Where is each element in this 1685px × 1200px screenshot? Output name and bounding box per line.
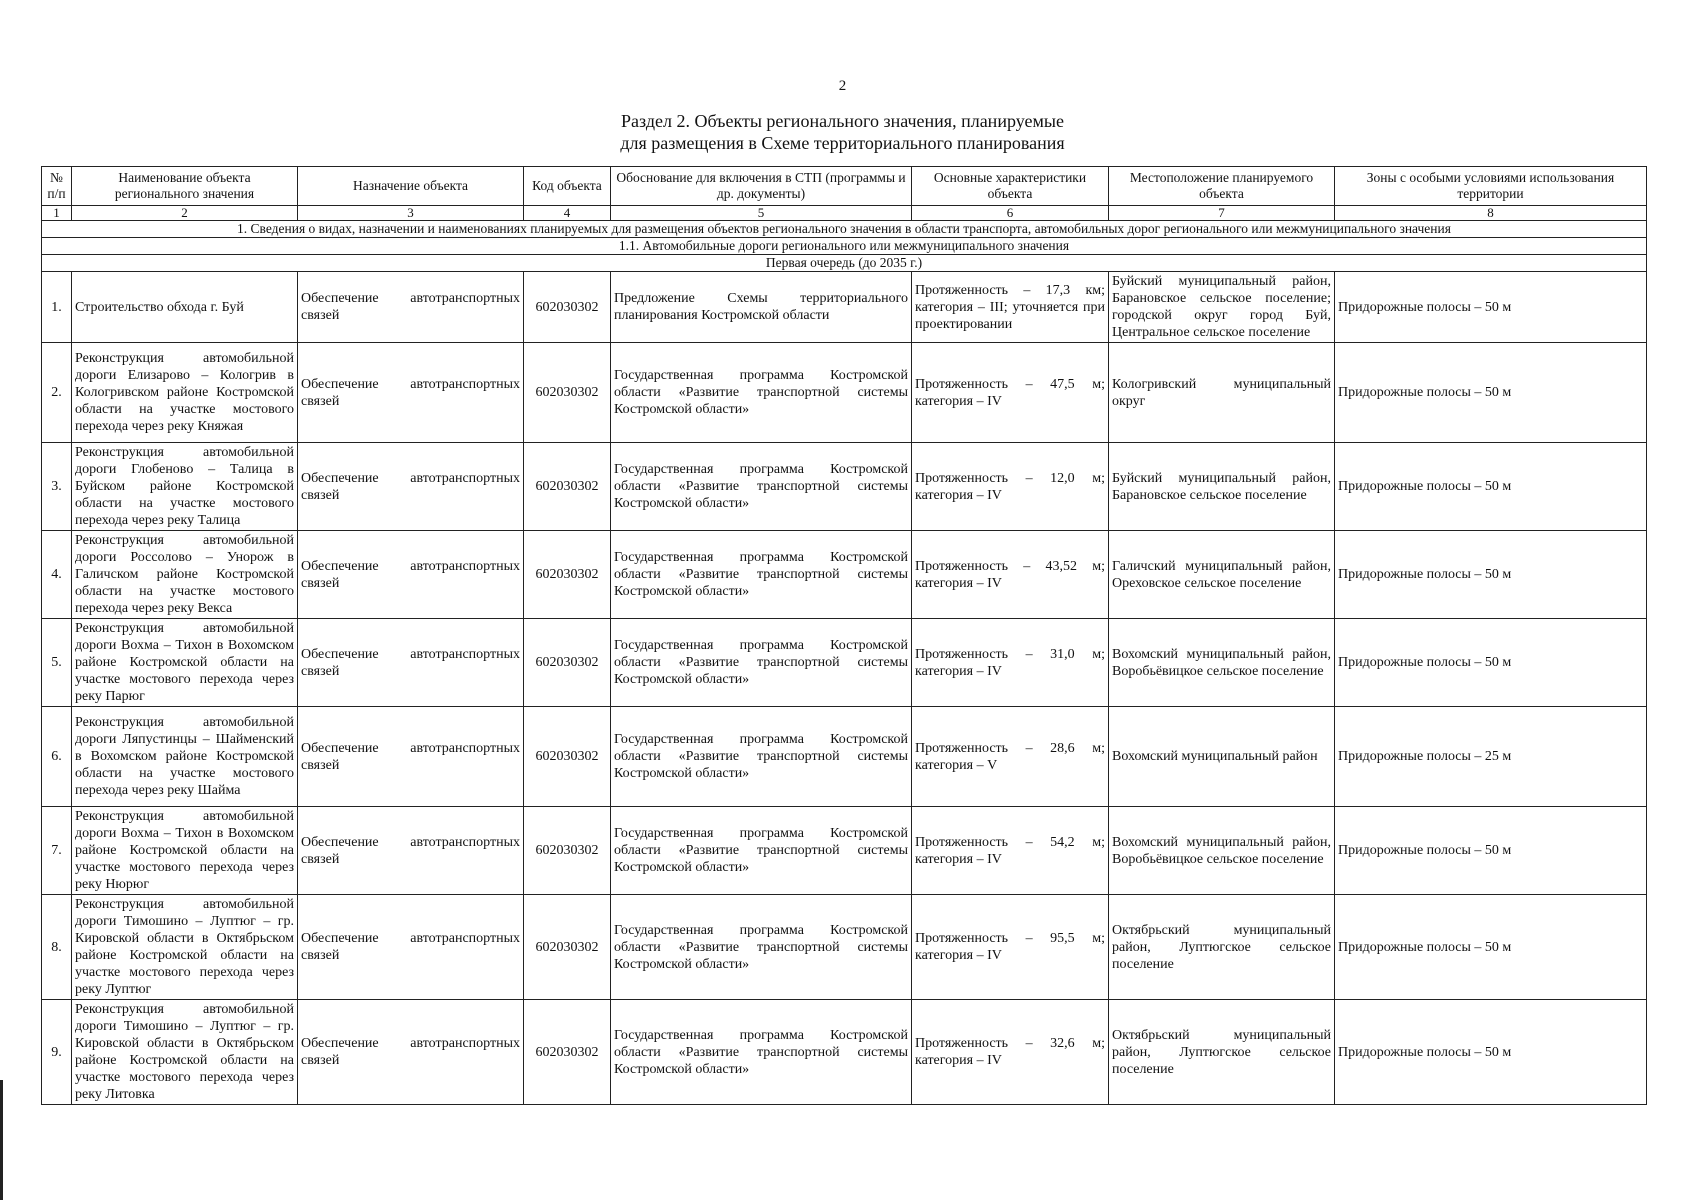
object-characteristics: Протяженность – 12,0 м; категория – IV — [912, 443, 1109, 531]
page-title — [0, 110, 1685, 154]
table-row — [42, 531, 1647, 619]
row-number: 5. — [42, 619, 72, 707]
object-name: Реконструкция автомобильной дороги Вохма – Тихон в Вохомском районе Костромской области на участке мостового перехода через реку Нюрюг — [72, 807, 298, 895]
object-purpose: Обеспечение автотранспортных связей — [298, 1000, 524, 1105]
header-cell: Код объекта — [524, 167, 611, 206]
subsection-title: 1.1. Автомобильные дороги регионального или межмуниципального значения — [42, 238, 1647, 255]
object-location: Галичский муниципальный район, Ореховское сельское поселение — [1109, 531, 1335, 619]
title-line-1: Раздел 2. Объекты регионального значения, планируемые — [621, 111, 1064, 131]
object-name: Реконструкция автомобильной дороги Вохма – Тихон в Вохомском районе Костромской области на участке мостового перехода через реку Парюг — [72, 619, 298, 707]
object-code: 602030302 — [524, 707, 611, 807]
objects-table — [41, 166, 1647, 1105]
row-number: 4. — [42, 531, 72, 619]
table-row — [42, 1000, 1647, 1105]
object-purpose: Обеспечение автотранспортных связей — [298, 272, 524, 343]
section-title: 1. Сведения о видах, назначении и наименованиях планируемых для размещения объектов регионального значения в области транспорта, автомобильных дорог регионального или межмуниципального значения — [42, 221, 1647, 238]
header-cell: Наименование объекта регионального значения — [72, 167, 298, 206]
object-location: Октябрьский муниципальный район, Луптюгское сельское поселение — [1109, 895, 1335, 1000]
row-number: 3. — [42, 443, 72, 531]
inclusion-basis: Государственная программа Костромской области «Развитие транспортной системы Костромской области» — [611, 895, 912, 1000]
inclusion-basis: Государственная программа Костромской области «Развитие транспортной системы Костромской области» — [611, 619, 912, 707]
object-name: Реконструкция автомобильной дороги Глобеново – Талица в Буйском районе Костромской области на участке мостового перехода через реку Талица — [72, 443, 298, 531]
object-code: 602030302 — [524, 343, 611, 443]
row-number: 1. — [42, 272, 72, 343]
column-number: 4 — [524, 206, 611, 221]
object-location: Буйский муниципальный район, Барановское сельское поселение — [1109, 443, 1335, 531]
object-location: Вохомский муниципальный район, Воробьёвицкое сельское поселение — [1109, 807, 1335, 895]
table-row — [42, 707, 1647, 807]
inclusion-basis: Государственная программа Костромской области «Развитие транспортной системы Костромской области» — [611, 531, 912, 619]
special-zone: Придорожные полосы – 50 м — [1335, 272, 1647, 343]
object-code: 602030302 — [524, 807, 611, 895]
inclusion-basis: Предложение Схемы территориального планирования Костромской области — [611, 272, 912, 343]
object-name: Реконструкция автомобильной дороги Россолово – Унорож в Галичском районе Костромской области на участке мостового перехода через реку Векса — [72, 531, 298, 619]
column-number: 8 — [1335, 206, 1647, 221]
header-row — [42, 167, 1647, 206]
object-name: Реконструкция автомобильной дороги Елизарово – Кологрив в Кологривском районе Костромской области на участке мостового перехода через реку Княжая — [72, 343, 298, 443]
row-number: 2. — [42, 343, 72, 443]
column-number-row — [42, 206, 1647, 221]
table-row — [42, 272, 1647, 343]
row-number: 7. — [42, 807, 72, 895]
object-code: 602030302 — [524, 619, 611, 707]
table-row — [42, 619, 1647, 707]
object-name: Строительство обхода г. Буй — [72, 272, 298, 343]
object-characteristics: Протяженность – 31,0 м; категория – IV — [912, 619, 1109, 707]
title-line-2: для размещения в Схеме территориального планирования — [620, 133, 1065, 153]
special-zone: Придорожные полосы – 50 м — [1335, 531, 1647, 619]
column-number: 3 — [298, 206, 524, 221]
header-cell: Обоснование для включения в СТП (программы и др. документы) — [611, 167, 912, 206]
object-purpose: Обеспечение автотранспортных связей — [298, 443, 524, 531]
object-purpose: Обеспечение автотранспортных связей — [298, 619, 524, 707]
special-zone: Придорожные полосы – 50 м — [1335, 895, 1647, 1000]
row-number: 8. — [42, 895, 72, 1000]
table-row — [42, 895, 1647, 1000]
object-location: Октябрьский муниципальный район, Луптюгское сельское поселение — [1109, 1000, 1335, 1105]
stage-row — [42, 255, 1647, 272]
scan-edge-mark — [0, 1080, 3, 1200]
object-purpose: Обеспечение автотранспортных связей — [298, 343, 524, 443]
special-zone: Придорожные полосы – 50 м — [1335, 807, 1647, 895]
object-characteristics: Протяженность – 32,6 м; категория – IV — [912, 1000, 1109, 1105]
inclusion-basis: Государственная программа Костромской области «Развитие транспортной системы Костромской области» — [611, 807, 912, 895]
inclusion-basis: Государственная программа Костромской области «Развитие транспортной системы Костромской области» — [611, 707, 912, 807]
special-zone: Придорожные полосы – 50 м — [1335, 443, 1647, 531]
object-location: Вохомский муниципальный район — [1109, 707, 1335, 807]
object-location: Вохомский муниципальный район, Воробьёвицкое сельское поселение — [1109, 619, 1335, 707]
stage-title: Первая очередь (до 2035 г.) — [42, 255, 1647, 272]
object-characteristics: Протяженность – 28,6 м; категория – V — [912, 707, 1109, 807]
object-location: Кологривский муниципальный округ — [1109, 343, 1335, 443]
special-zone: Придорожные полосы – 50 м — [1335, 1000, 1647, 1105]
subsection-row — [42, 238, 1647, 255]
column-number: 7 — [1109, 206, 1335, 221]
header-cell: Основные характеристики объекта — [912, 167, 1109, 206]
object-purpose: Обеспечение автотранспортных связей — [298, 807, 524, 895]
column-number: 2 — [72, 206, 298, 221]
row-number: 6. — [42, 707, 72, 807]
header-cell: № п/п — [42, 167, 72, 206]
object-code: 602030302 — [524, 1000, 611, 1105]
special-zone: Придорожные полосы – 25 м — [1335, 707, 1647, 807]
special-zone: Придорожные полосы – 50 м — [1335, 619, 1647, 707]
object-purpose: Обеспечение автотранспортных связей — [298, 707, 524, 807]
object-characteristics: Протяженность – 95,5 м; категория – IV — [912, 895, 1109, 1000]
object-characteristics: Протяженность – 47,5 м; категория – IV — [912, 343, 1109, 443]
table-row — [42, 443, 1647, 531]
column-number: 5 — [611, 206, 912, 221]
object-characteristics: Протяженность – 17,3 км; категория – III; уточняется при проектировании — [912, 272, 1109, 343]
inclusion-basis: Государственная программа Костромской области «Развитие транспортной системы Костромской области» — [611, 1000, 912, 1105]
header-cell: Местоположение планируемого объекта — [1109, 167, 1335, 206]
table-row — [42, 807, 1647, 895]
object-name: Реконструкция автомобильной дороги Тимошино – Луптюг – гр. Кировской области в Октябрьском районе Костромской области на участке мостового перехода через реку Литовка — [72, 1000, 298, 1105]
inclusion-basis: Государственная программа Костромской области «Развитие транспортной системы Костромской области» — [611, 343, 912, 443]
object-characteristics: Протяженность – 54,2 м; категория – IV — [912, 807, 1109, 895]
object-name: Реконструкция автомобильной дороги Тимошино – Луптюг – гр. Кировской области в Октябрьском районе Костромской области на участке мостового перехода через реку Луптюг — [72, 895, 298, 1000]
special-zone: Придорожные полосы – 50 м — [1335, 343, 1647, 443]
column-number: 6 — [912, 206, 1109, 221]
object-purpose: Обеспечение автотранспортных связей — [298, 895, 524, 1000]
header-cell: Зоны с особыми условиями использования территории — [1335, 167, 1647, 206]
object-characteristics: Протяженность – 43,52 м; категория – IV — [912, 531, 1109, 619]
column-number: 1 — [42, 206, 72, 221]
object-code: 602030302 — [524, 895, 611, 1000]
object-name: Реконструкция автомобильной дороги Ляпустинцы – Шайменский в Вохомском районе Костромской области на участке мостового перехода через реку Шайма — [72, 707, 298, 807]
object-code: 602030302 — [524, 272, 611, 343]
row-number: 9. — [42, 1000, 72, 1105]
page-number: 2 — [838, 78, 847, 94]
header-cell: Назначение объекта — [298, 167, 524, 206]
object-purpose: Обеспечение автотранспортных связей — [298, 531, 524, 619]
section-row — [42, 221, 1647, 238]
object-code: 602030302 — [524, 443, 611, 531]
object-location: Буйский муниципальный район, Барановское сельское поселение; городской округ город Буй, Центральное сельское поселение — [1109, 272, 1335, 343]
table-row — [42, 343, 1647, 443]
inclusion-basis: Государственная программа Костромской области «Развитие транспортной системы Костромской области» — [611, 443, 912, 531]
object-code: 602030302 — [524, 531, 611, 619]
